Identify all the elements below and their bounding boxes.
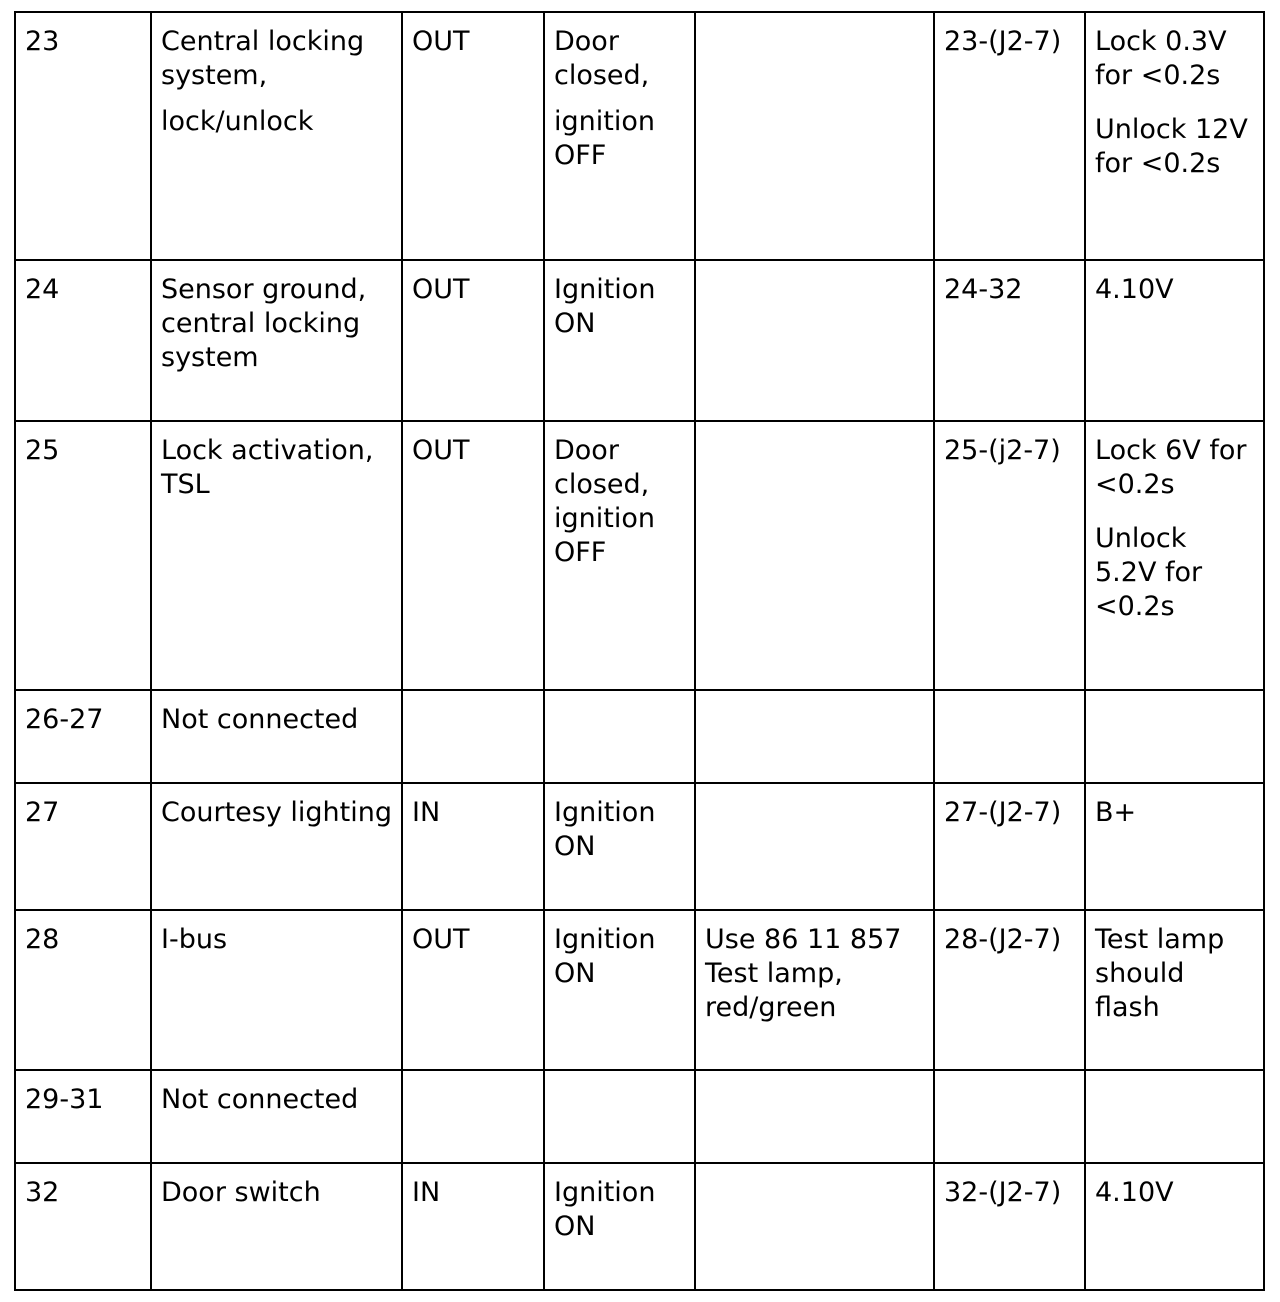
tool-cell: Use 86 11 857 Test lamp, red/green (695, 910, 934, 1070)
table-row (15, 421, 1264, 690)
pin-cell: 25 (15, 421, 151, 690)
tool-cell (695, 1163, 934, 1290)
tool-cell (695, 1070, 934, 1163)
direction-cell: IN (402, 1163, 544, 1290)
description-cell: Door switch (151, 1163, 402, 1290)
condition-cell (544, 690, 695, 783)
connect-cell (934, 1070, 1085, 1163)
value-cell: 4.10V (1085, 260, 1264, 421)
pin-cell: 27 (15, 783, 151, 910)
value-cell (1085, 690, 1264, 783)
direction-cell: OUT (402, 260, 544, 421)
direction-cell: OUT (402, 910, 544, 1070)
table-row (15, 690, 1264, 783)
condition-cell: Door closed, ignition OFF (544, 12, 695, 260)
pin-cell: 29-31 (15, 1070, 151, 1163)
tool-cell (695, 690, 934, 783)
connect-cell (934, 690, 1085, 783)
direction-cell: OUT (402, 12, 544, 260)
description-cell: Courtesy lighting (151, 783, 402, 910)
connect-cell: 23-(J2-7) (934, 12, 1085, 260)
table-row (15, 260, 1264, 421)
pin-table (14, 11, 1265, 1291)
tool-cell (695, 421, 934, 690)
condition-cell: Ignition ON (544, 910, 695, 1070)
value-cell: B+ (1085, 783, 1264, 910)
value-cell (1085, 1070, 1264, 1163)
condition-cell (544, 1070, 695, 1163)
table-row (15, 1163, 1264, 1290)
description-cell: Central locking system, lock/unlock (151, 12, 402, 260)
value-cell: Lock 6V for <0.2s Unlock 5.2V for <0.2s (1085, 421, 1264, 690)
connect-cell: 25-(j2-7) (934, 421, 1085, 690)
tool-cell (695, 260, 934, 421)
direction-cell (402, 1070, 544, 1163)
pin-cell: 32 (15, 1163, 151, 1290)
connect-cell: 32-(J2-7) (934, 1163, 1085, 1290)
description-cell: Lock activation, TSL (151, 421, 402, 690)
direction-cell: IN (402, 783, 544, 910)
pin-cell: 23 (15, 12, 151, 260)
pin-cell: 28 (15, 910, 151, 1070)
description-cell: Sensor ground, central locking system (151, 260, 402, 421)
pin-cell: 24 (15, 260, 151, 421)
connect-cell: 28-(J2-7) (934, 910, 1085, 1070)
table-row (15, 1070, 1264, 1163)
value-cell: Test lamp should flash (1085, 910, 1264, 1070)
direction-cell (402, 690, 544, 783)
connect-cell: 24-32 (934, 260, 1085, 421)
tool-cell (695, 783, 934, 910)
table-row (15, 910, 1264, 1070)
condition-cell: Door closed, ignition OFF (544, 421, 695, 690)
description-cell: I-bus (151, 910, 402, 1070)
condition-cell: Ignition ON (544, 1163, 695, 1290)
table-row (15, 783, 1264, 910)
condition-cell: Ignition ON (544, 260, 695, 421)
direction-cell: OUT (402, 421, 544, 690)
description-cell: Not connected (151, 690, 402, 783)
condition-cell: Ignition ON (544, 783, 695, 910)
pin-cell: 26-27 (15, 690, 151, 783)
description-cell: Not connected (151, 1070, 402, 1163)
value-cell: 4.10V (1085, 1163, 1264, 1290)
table-row (15, 12, 1264, 260)
value-cell: Lock 0.3V for <0.2s Unlock 12V for <0.2s (1085, 12, 1264, 260)
connect-cell: 27-(J2-7) (934, 783, 1085, 910)
tool-cell (695, 12, 934, 260)
